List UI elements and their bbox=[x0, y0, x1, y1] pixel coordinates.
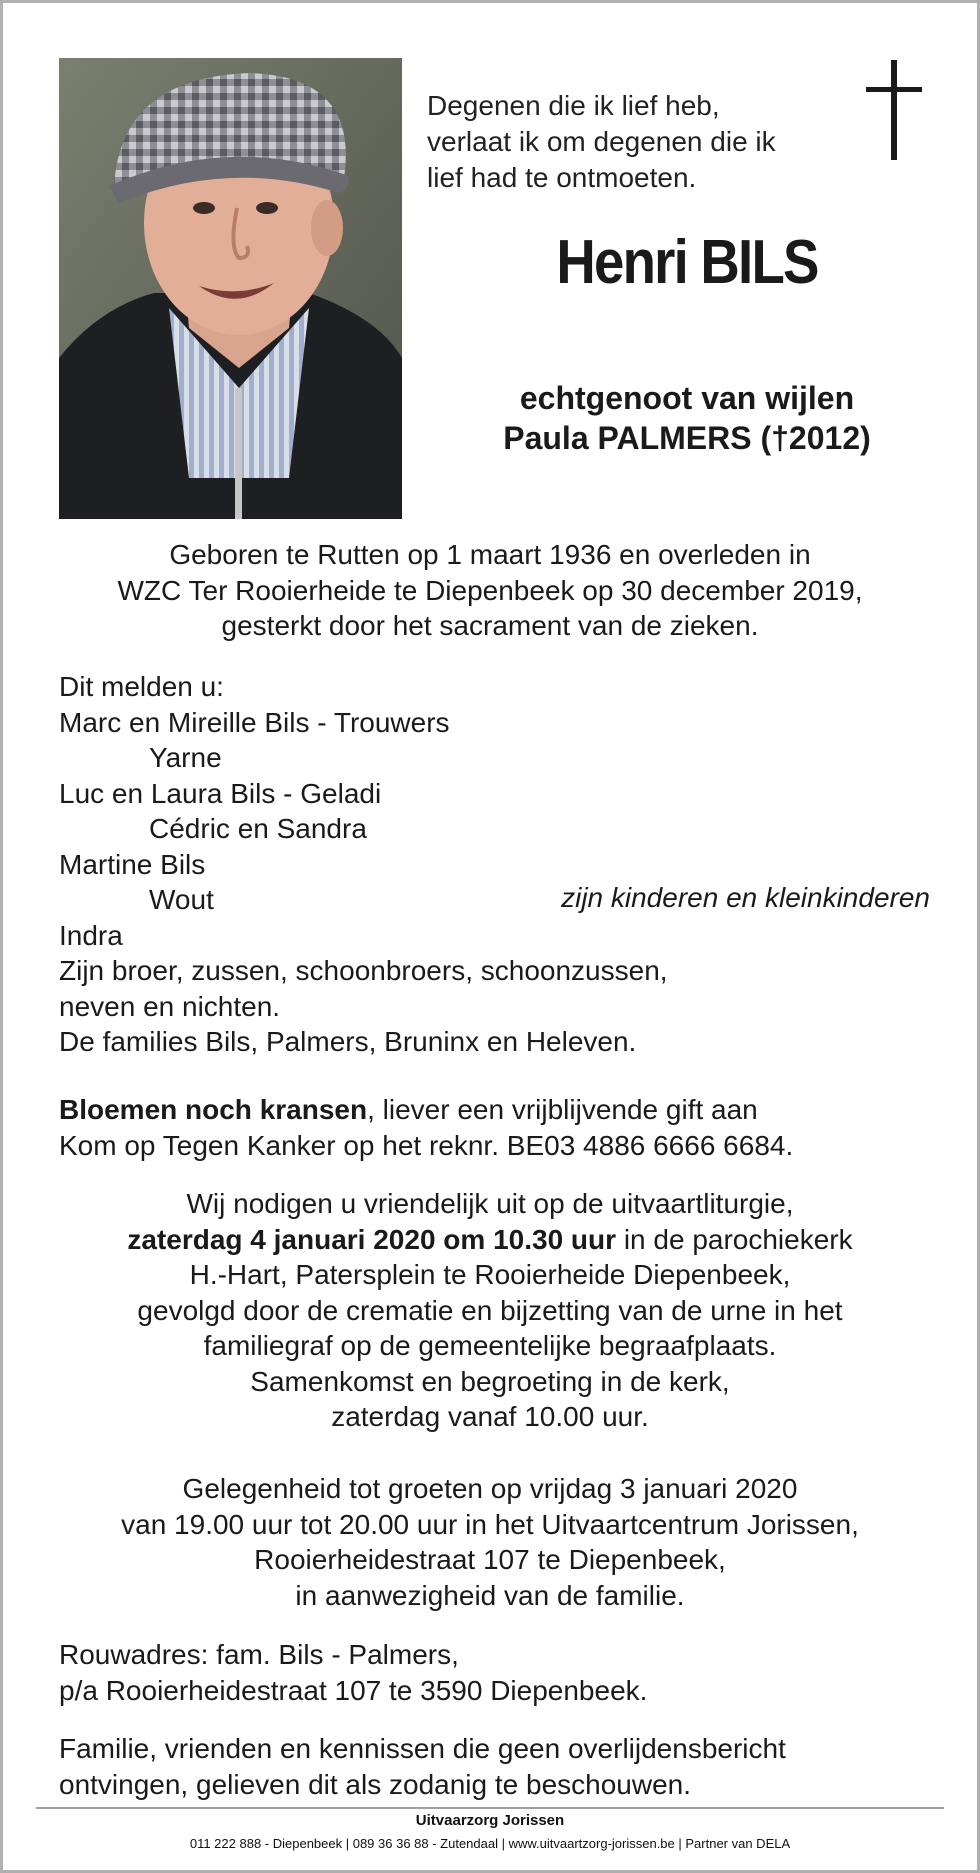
text-line: Wij nodigen u vriendelijk uit op de uitvaartliturgie, bbox=[186, 1188, 794, 1219]
spouse-line: echtgenoot van wijlen bbox=[519, 380, 855, 416]
flowers-bold: Bloemen noch kransen bbox=[59, 1094, 368, 1125]
text-line: p/a Rooierheidestraat 107 te 3590 Diepenbeek. bbox=[59, 1674, 648, 1706]
flowers-rest: , liever een vrijblijvende gift aan bbox=[367, 1094, 758, 1125]
visitation-info bbox=[40, 1471, 940, 1613]
text-line: zaterdag vanaf 10.00 uur. bbox=[331, 1401, 649, 1432]
text-line: H.-Hart, Patersplein te Rooierheide Diepenbeek, bbox=[189, 1259, 791, 1290]
grandchild-name: Cédric en Sandra bbox=[149, 813, 367, 844]
closing-notice bbox=[59, 1731, 939, 1802]
spouse-line: Paula PALMERS (†2012) bbox=[503, 420, 871, 456]
footer-divider bbox=[36, 1807, 944, 1809]
extended-family: Zijn broer, zussen, schoonbroers, schoonzussen, bbox=[59, 955, 668, 986]
spouse-info bbox=[427, 378, 947, 458]
footer-company: Uitvaarzorg Jorissen bbox=[415, 1812, 565, 1829]
text-line: Geboren te Rutten op 1 maart 1936 en overleden in bbox=[169, 539, 811, 570]
cross-icon bbox=[866, 60, 922, 160]
portrait-photo bbox=[59, 58, 402, 519]
family-name: Luc en Laura Bils - Geladi bbox=[59, 777, 382, 809]
text-line: Rouwadres: fam. Bils - Palmers, bbox=[59, 1639, 459, 1670]
text-line: Familie, vrienden en kennissen die geen overlijdensbericht bbox=[59, 1733, 786, 1764]
grandchild-name: Indra bbox=[59, 919, 123, 951]
text-line: Samenkomst en begroeting in de kerk, bbox=[250, 1365, 730, 1397]
text-line: Gelegenheid tot groeten op vrijdag 3 januari 2020 bbox=[182, 1473, 798, 1504]
deceased-name: Henri BILS bbox=[556, 228, 818, 297]
footer-contact: 011 222 888 - Diepenbeek | 089 36 36 88 - Zutendaal | www.uitvaartzorg-jorissen.be | Partner van DELA bbox=[189, 1836, 791, 1851]
flowers-notice bbox=[59, 1092, 939, 1163]
family-name: Marc en Mireille Bils - Trouwers bbox=[59, 706, 450, 738]
quote-line: lief had te ontmoeten. bbox=[427, 162, 697, 193]
announcers-list bbox=[59, 669, 939, 1060]
text-line: ontvingen, gelieven dit als zodanig te beschouwen. bbox=[59, 1768, 691, 1800]
grandchild-name: Yarne bbox=[149, 742, 222, 773]
text-line: gesterkt door het sacrament van de zieken. bbox=[221, 610, 759, 641]
text-line: familiegraf op de gemeentelijke begraafplaats. bbox=[203, 1330, 777, 1361]
text-line bbox=[59, 1092, 939, 1128]
quote-line: verlaat ik om degenen die ik bbox=[427, 126, 776, 157]
ceremony-location: in de parochiekerk bbox=[616, 1223, 853, 1255]
ceremony-date: zaterdag 4 januari 2020 om 10.30 uur bbox=[127, 1223, 617, 1255]
mourning-address bbox=[59, 1637, 939, 1708]
families-list: De families Bils, Palmers, Bruninx en Heleven. bbox=[59, 1026, 637, 1057]
ceremony-info bbox=[40, 1186, 940, 1435]
text-line: Kom op Tegen Kanker op het reknr. BE03 4886 6666 6684. bbox=[59, 1129, 794, 1161]
memorial-quote bbox=[427, 88, 776, 196]
text-line bbox=[40, 1222, 940, 1258]
text-line: van 19.00 uur tot 20.00 uur in het Uitvaartcentrum Jorissen, bbox=[121, 1508, 859, 1540]
announcers-intro: Dit melden u: bbox=[59, 671, 224, 702]
extended-family: neven en nichten. bbox=[59, 990, 281, 1022]
family-name: Martine Bils bbox=[59, 848, 206, 880]
text-line: Rooierheidestraat 107 te Diepenbeek, bbox=[254, 1544, 726, 1575]
quote-line: Degenen die ik lief heb, bbox=[427, 90, 720, 121]
text-line: in aanwezigheid van de familie. bbox=[295, 1579, 685, 1611]
text-line: WZC Ter Rooierheide te Diepenbeek op 30 december 2019, bbox=[117, 574, 863, 606]
text-line: gevolgd door de crematie en bijzetting van de urne in het bbox=[137, 1294, 843, 1326]
birth-death-info bbox=[40, 537, 940, 644]
relation-label: zijn kinderen en kleinkinderen bbox=[561, 882, 930, 913]
grandchild-name: Wout bbox=[149, 884, 214, 915]
